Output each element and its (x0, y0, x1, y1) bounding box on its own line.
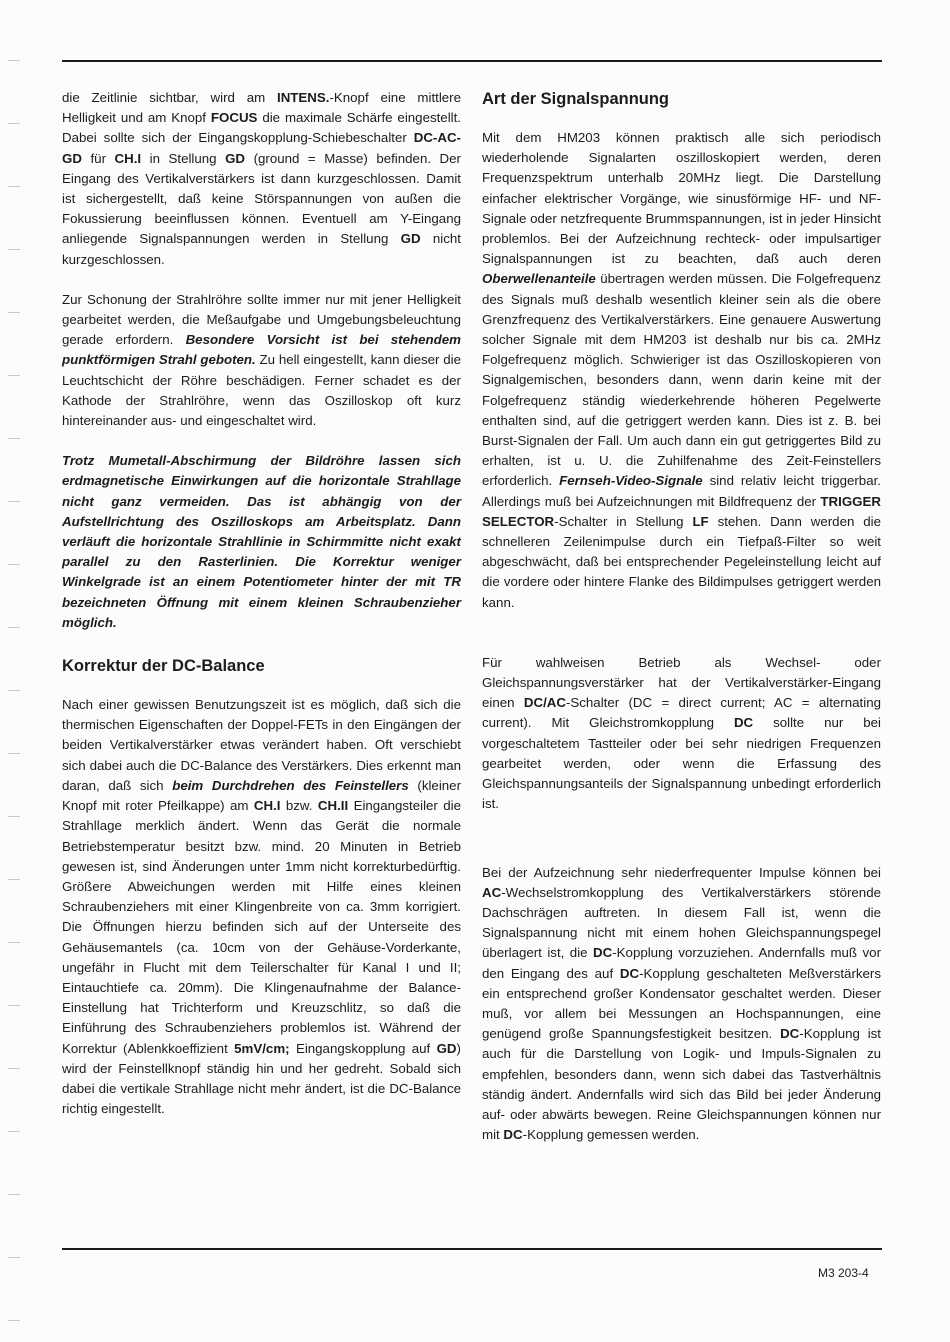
text-run: Trotz Mumetall-Abschirmung der Bildröhre lassen sich erdmagnetische Einwirkungen auf die horizontale Strahllage nicht ganz vermeiden. Das ist abhängig von der Aufstellrichtung des Oszilloskops am Arbeitsplatz. Dann verläuft die horizontale Strahllinie in Schirmmitte nicht exakt parallel zu den Rasterlinien. Die Korrektur weniger Winkelgrade ist an einem Potentiometer hinter der mit (62, 453, 461, 590)
text-run: DC (780, 1026, 800, 1042)
page-number: M3 203-4 (818, 1266, 869, 1280)
margin-tick (8, 690, 20, 691)
text-run: GD (400, 231, 421, 247)
margin-tick (8, 123, 20, 124)
text-run: TR (443, 574, 461, 590)
text-run: GD (436, 1040, 457, 1056)
text-run: Oberwellenanteile (482, 271, 596, 287)
text-run: -Knopf eine mittlere Helligkeit und am Knopf (62, 90, 462, 126)
text-run: Nach einer gewissen Benutzungszeit ist es möglich, daß sich die thermischen Eigenschaften der Doppel-FETs in den Eingängen der beiden Vertikalverstärker etwas verändert haben. Oft verschiebt sich dabei auch die DC-Balance des Verstärkers. Dies erkennt man daran, daß sich (62, 697, 461, 793)
margin-tick (8, 249, 20, 250)
text-run: Mit dem HM203 können praktisch alle sich periodisch wiederholende Signalarten oszilloskopiert werden, deren Frequenzspektrum unterhalb 20MHz liegt. Die Darstellung einfacher elektrischer Vorgänge, wie sinusförmige HF- und NF-Signale oder netzfrequente Brummspannungen, ist in jeder Hinsicht problemlos. Bei der Aufzeichnung rechteck- oder impulsartiger Signalspannungen ist zu beachten, daß auch deren (482, 130, 881, 267)
text-run: für (81, 150, 115, 166)
margin-tick (8, 1257, 20, 1258)
margin-tick (8, 1320, 20, 1321)
text-run: sollte nur bei vorgeschaltetem Tastteiler oder bei sehr niedrigen Frequenzen gearbeitet werden, oder wenn die Erfassung des Gleichspannungsanteils der Signalspannung unbedingt erforderlich ist. (482, 715, 881, 812)
text-run: DC (503, 1127, 523, 1143)
margin-tick (8, 501, 20, 502)
text-run: (ground = Masse) befinden. Der Eingang des Vertikalverstärkers ist dann kurzgeschlossen. Damit ist sichergestellt, daß keine Störspannungen von außen die Fokussierung beeinflussen können. Eventuell am Y-Eingang anliegende Signalspannungen werden in Stellung (62, 150, 461, 247)
text-run: DC (593, 945, 613, 961)
margin-tick (8, 879, 20, 880)
text-run: CH.II (317, 798, 349, 814)
text-run: Zu hell eingestellt, kann dieser die Leuchtschicht der Röhre beschädigen. Ferner schadet es der Kathode der Strahlröhre, wenn das Oszilloskop oft kurz hintereinander aus- und eingeschaltet wird. (62, 352, 462, 429)
text-run: -Wechselstromkopplung des Vertikalverstärkers störende Dachschrägen auftreten. In diesem Fall ist, wenn die Signalspannung nicht mit einem hohen Gleichspannungspegel überlagert ist, die (482, 884, 881, 961)
text-run: nicht kurzgeschlossen. (62, 231, 461, 267)
text-run: Fernseh-Video-Signale (559, 473, 703, 489)
margin-tick (8, 564, 20, 565)
text-run: DC/AC (523, 695, 566, 711)
margin-tick (8, 1194, 20, 1195)
text-run: die Zeitlinie sichtbar, wird am (62, 90, 277, 105)
text-run: FOCUS (210, 110, 258, 126)
text-run: Eingangsteiler die Strahllage merklich ändert. Wenn das Gerät die normale Betriebstemperatur besitzt bzw. mind. 20 Minuten in Betrieb gewesen ist, sind Änderungen unter 1mm nicht korrekturbedürftig. Größere Abweichungen werden mit Hilfe eines kleinen Schraubenziehers mit einer Klingenbreite von ca. 3mm korrigiert. Die Öffnungen hierzu befinden sich auf der Unterseite des Gehäusemantels (ca. 10cm von der Gehäuse-Vorderkante, ungefähr in Flucht mit dem Teilerschalter für Kanal I und II; Eintauchtiefe ca. 20mm). Die Klingenaufnahme der Balance-Einstellung hat Trichterform und Kreuzschlitz, so daß die Einführung des Schraubenziehers problemlos ist. Während der Korrektur (Ablenkkoeffizient (62, 798, 461, 1056)
right-paragraph-3 (482, 863, 881, 1146)
text-run: DC (619, 965, 640, 981)
text-run: 5mV/cm; (234, 1040, 290, 1056)
margin-tick (8, 312, 20, 313)
left-note (62, 451, 461, 633)
text-run: -Kopplung geschalteten Meßverstärkers ein entsprechend großer Kondensator geschaltet werden. Dieser muß, vor allem bei Messungen an Hochspannungen, eine genügend große Spannungsfestigkeit besitzen. (482, 965, 881, 1042)
margin-tick (8, 375, 20, 376)
right-paragraph-2 (482, 653, 881, 815)
text-run: -Schalter (DC = direct current; AC = alternating current). Mit Gleichstromkopplung (482, 695, 881, 731)
margin-tick (8, 942, 20, 943)
right-column (482, 88, 881, 1145)
text-run: ) wird der Feinstellknopf ständig hin und her gedreht. Sobald sich dabei die vertikale Strahllage nicht mehr ändert, ist die DC-Balance richtig eingestellt. (62, 1040, 461, 1117)
top-rule (62, 60, 882, 62)
text-run: sind relativ leicht triggerbar. Allerdings muß bei Aufzeichnungen mit Bildfrequenz der (482, 473, 881, 509)
text-run: (kleiner Knopf mit roter Pfeilkappe) am (62, 777, 461, 814)
text-run: CH.I (253, 798, 281, 814)
text-run: -Kopplung gemessen werden. (522, 1127, 700, 1143)
left-paragraph-3 (62, 695, 461, 1119)
margin-tick (8, 753, 20, 754)
left-column (62, 88, 461, 1119)
text-run: in Stellung (141, 150, 226, 166)
text-run: -Kopplung ist auch für die Darstellung von Logik- und Impuls-Signalen zu empfehlen, besonders dann, wenn sich dabei das Tastverhältnis ständig ändert. Andernfalls wird sich das Bild bei jeder Änderung auf- oder abwärts bewegen. Reine Gleichspannungen können nur mit (482, 1026, 881, 1143)
margin-tick (8, 438, 20, 439)
text-run: -Kopplung vorzuziehen. Andernfalls muß vor den Eingang des auf (482, 945, 881, 981)
margin-tick (8, 1131, 20, 1132)
text-run: INTENS. (277, 90, 330, 105)
text-run: Bei der Aufzeichnung sehr niederfrequenter Impulse können bei (482, 864, 881, 880)
text-run: DC (733, 715, 754, 731)
text-run: Besondere Vorsicht ist bei stehendem punktförmigen Strahl geboten. (62, 332, 461, 368)
text-run: bezeichneten Öffnung mit einem kleinen Schraubenzieher möglich. (62, 594, 461, 630)
text-run: TRIGGER SELECTOR (482, 493, 881, 529)
text-run: beim Durchdrehen des Feinstellers (172, 777, 409, 793)
text-run: -Schalter in Stellung (554, 513, 693, 529)
text-run: Für wahlweisen Betrieb als Wechsel- oder Gleichspannungsverstärker hat der Vertikalverstärker-Eingang einen (482, 654, 881, 711)
text-run: übertragen werden müssen. Die Folgefrequenz des Signals muß deshalb wesentlich kleiner sein als die obere Grenzfrequenz des Vertikalverstärkers. Eine genauere Auswertung solcher Signale mit dem HM203 ist deshalb nur bis ca. 2MHz Folgefrequenz möglich. Schwieriger ist das Oszilloskopieren von Signalgemischen, besonders dann, wenn darin keine mit der Folgefrequenz ständig wiederkehrende höheren Pegelwerte enthalten sind, auf die getriggert werden kann. Dies ist z. B. bei Burst-Signalen der Fall. Um auch dann ein gut getriggertes Bild zu erhalten, ist u. U. die Zuhilfenahme des Zeit-Feinstellers erforderlich. (482, 271, 881, 489)
margin-tick (8, 1068, 20, 1069)
margin-tick (8, 1005, 20, 1006)
text-run: die maximale Schärfe eingestellt. Dabei sollte sich der Eingangskopplung-Schiebeschalter (62, 110, 461, 146)
text-run: Zur Schonung der Strahlröhre sollte immer nur mit jener Helligkeit gearbeitet werden, die Meßaufgabe und Umgebungsbeleuchtung gerade erfordern. (62, 291, 461, 348)
text-run: LF (692, 513, 709, 529)
text-run: bzw. (280, 798, 318, 814)
bottom-rule (62, 1248, 882, 1250)
text-run: Eingangskopplung auf (289, 1040, 437, 1056)
margin-tick (8, 60, 20, 61)
heading-signal-type: Art der Signalspannung (482, 90, 670, 108)
right-paragraph-1 (482, 128, 881, 613)
text-run: CH.I (114, 150, 142, 166)
text-run: stehen. Dann werden die schnelleren Zeilenimpulse durch ein Tiefpaß-Filter so weit abgeschwächt, daß bei entsprechender Pegeleinstellung leicht auf die vordere oder hintere Flanke des Bildimpulses getriggert werden kann. (482, 513, 881, 610)
heading-dc-balance: Korrektur der DC-Balance (62, 657, 265, 676)
margin-tick (8, 186, 20, 187)
text-run: GD (225, 150, 246, 166)
text-run: DC-AC-GD (62, 130, 461, 166)
margin-tick (8, 816, 20, 817)
text-run: AC (482, 884, 502, 900)
left-paragraph-2 (62, 290, 461, 431)
margin-tick (8, 627, 20, 628)
left-paragraph-1 (62, 88, 461, 270)
